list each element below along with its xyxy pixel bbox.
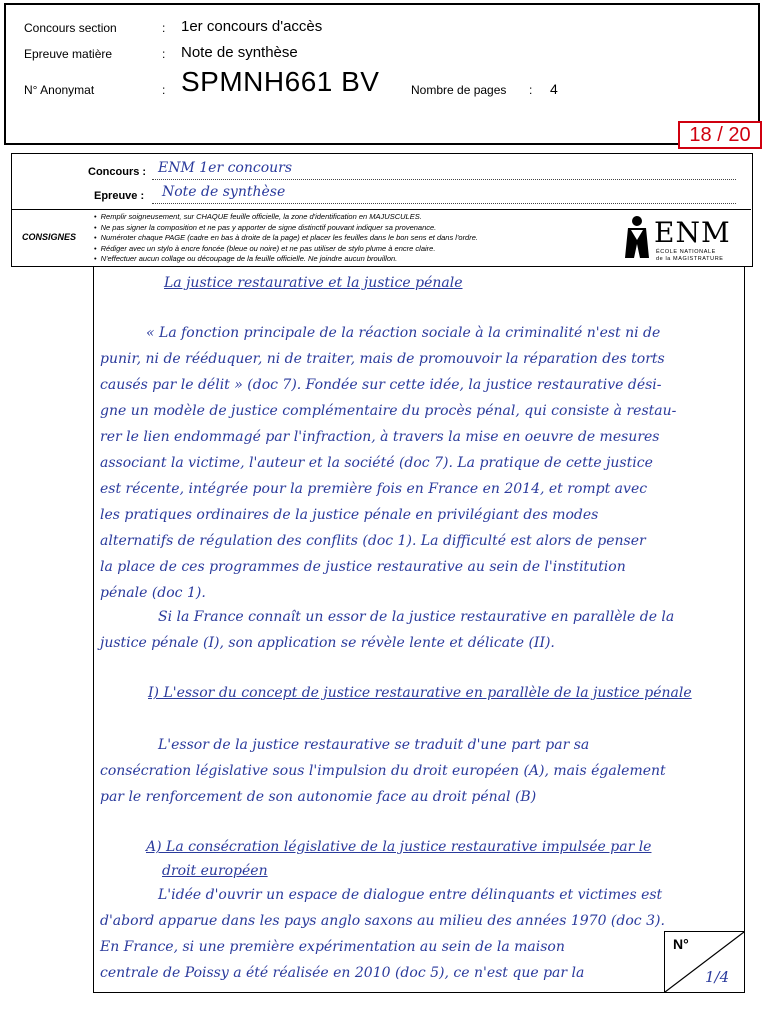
text-line: par le renforcement de son autonomie face au droit pénal (B) (100, 789, 537, 805)
anonymat-value: SPMNH661 BV (181, 66, 380, 97)
text-line: pénale (doc 1). (100, 585, 206, 601)
pages-value: 4 (550, 81, 558, 97)
section-value: 1er concours d'accès (181, 18, 323, 35)
rule-item: • Ne pas signer la composition et ne pas y apporter de signe distinctif pouvant indiquer sa provenance. (94, 223, 604, 234)
text-line: justice pénale (I), son application se révèle lente et délicate (II). (100, 635, 555, 651)
score-badge: 18 / 20 (678, 121, 762, 149)
enm-logo (620, 212, 748, 264)
rules-list (94, 212, 604, 265)
exam-sheet-header (11, 153, 753, 267)
text-line: les pratiques ordinaires de la justice pénale en privilégiant des modes (100, 507, 599, 523)
rule-item: • N'effectuer aucun collage ou découpage de la feuille officielle. Ne joindre aucun brouillon. (94, 254, 604, 265)
anonymat-label: N° Anonymat (24, 83, 95, 97)
anonymity-header (4, 3, 760, 145)
essay-title: La justice restaurative et la justice pénale (164, 275, 463, 291)
text-line: « La fonction principale de la réaction sociale à la criminalité n'est ni de (146, 325, 661, 341)
subsection-heading-a-cont: droit européen (162, 863, 268, 879)
text-line: consécration législative sous l'impulsion du droit européen (A), mais également (100, 763, 666, 779)
text-line: est récente, intégrée pour la première fois en France en 2014, et rompt avec (100, 481, 648, 497)
magistrate-silhouette-icon (622, 214, 652, 262)
epreuve-sheet-label: Epreuve : (94, 190, 145, 202)
section-colon: : (162, 21, 166, 35)
text-line: d'abord apparue dans les pays anglo saxons au milieu des années 1970 (doc 3). (100, 913, 665, 929)
epreuve-sheet-value: Note de synthèse (162, 184, 286, 200)
text-line: gne un modèle de justice complémentaire du procès pénal, qui consiste à restau- (100, 403, 677, 419)
text-line: L'idée d'ouvrir un espace de dialogue entre délinquants et victimes est (158, 887, 663, 903)
epreuve-colon: : (162, 47, 166, 61)
epreuve-value: Note de synthèse (181, 44, 298, 61)
text-line: causés par le délit » (doc 7). Fondée sur cette idée, la justice restaurative dési- (100, 377, 662, 393)
text-line: centrale de Poissy a été réalisée en 2010 (doc 5), ce n'est que par la (100, 965, 585, 981)
pages-label: Nombre de pages (411, 83, 507, 97)
text-line: associant la victime, l'auteur et la société (doc 7). La pratique de cette justice (100, 455, 653, 471)
pages-colon: : (529, 83, 533, 97)
page-number-label: N° (673, 936, 689, 952)
enm-logo-subtitle (656, 249, 724, 262)
rule-item: • Rédiger avec un stylo à encre foncée (bleue ou noire) et ne pas utiliser de stylo plume à encre claire. (94, 244, 604, 255)
text-line: punir, ni de rééduquer, ni de traiter, mais de promouvoir la réparation des torts (100, 351, 665, 367)
text-line: En France, si une première expérimentation au sein de la maison (100, 939, 565, 955)
section-label: Concours section (24, 21, 117, 35)
page-number-box (664, 931, 744, 993)
enm-logo-sub-1: ÉCOLE NATIONALE (656, 249, 716, 255)
text-line: rer le lien endommagé par l'infraction, à travers la mise en oeuvre de mesures (100, 429, 660, 445)
consignes-band (12, 209, 751, 267)
concours-label: Concours : (88, 166, 147, 178)
epreuve-label: Epreuve matière (24, 47, 113, 61)
rule-item: • Remplir soigneusement, sur CHAQUE feuille officielle, la zone d'identification en MAJUSCULES. (94, 212, 604, 223)
text-line: Si la France connaît un essor de la justice restaurative en parallèle de la (158, 609, 675, 625)
epreuve-dotted-line (152, 202, 736, 204)
rule-item: • Numéroter chaque PAGE (cadre en bas à droite de la page) et placer les feuilles dans le bon sens et dans l'ordre. (94, 233, 604, 244)
concours-dotted-line (152, 178, 736, 180)
text-line: alternatifs de régulation des conflits (doc 1). La difficulté est alors de penser (100, 533, 646, 549)
page-number-value: 1/4 (705, 968, 730, 986)
subsection-heading-a: A) La consécration législative de la justice restaurative impulsée par le (146, 839, 652, 855)
composition-page (93, 267, 745, 993)
concours-value: ENM 1er concours (158, 160, 293, 176)
section-heading-1: I) L'essor du concept de justice restaurative en parallèle de la justice pénale (148, 685, 692, 701)
enm-logo-text: ENM (654, 216, 731, 249)
text-line: L'essor de la justice restaurative se traduit d'une part par sa (158, 737, 590, 753)
enm-logo-sub-2: de la MAGISTRATURE (656, 255, 724, 262)
text-line: la place de ces programmes de justice restaurative au sein de l'institution (100, 559, 626, 575)
consignes-label: CONSIGNES (22, 232, 77, 242)
anonymat-colon: : (162, 83, 166, 97)
